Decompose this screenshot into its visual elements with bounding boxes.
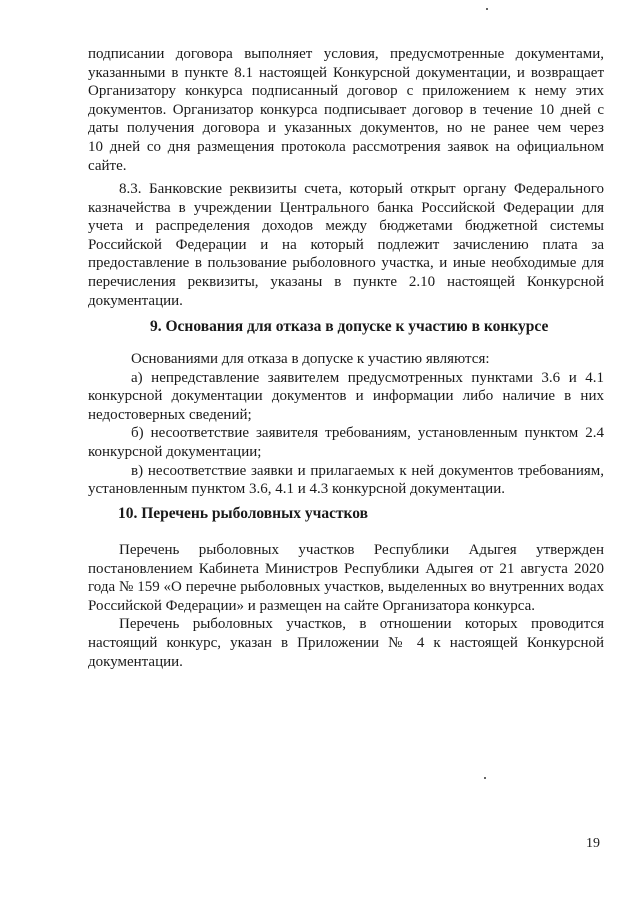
text-line: подписании договора выполняет условия, предусмотренные документами, [88, 46, 604, 62]
text-line: указанными в пункте 8.1 настоящей Конкурсной документации, и возвращает [88, 64, 604, 81]
text-line: даты получения договора и указанных документов, но не ранее чем через [88, 120, 604, 137]
text-line: сайте. [88, 157, 127, 174]
section-10-body [88, 541, 604, 671]
scan-speck [486, 8, 488, 10]
scan-speck [484, 777, 486, 779]
page-number: 19 [586, 836, 600, 851]
text-line: документации. [88, 653, 183, 670]
text-line: перечисления реквизиты, указаны в пункте 2.10 настоящей Конкурсной [88, 273, 604, 290]
section-9-lead: Основаниями для отказа в допуске к участию являются: [131, 351, 490, 367]
text-line: казначейства в учреждении Центрального банка Российской Федерации для [88, 199, 604, 216]
paragraph-8-3 [88, 180, 604, 310]
section-10-heading: 10. Перечень рыболовных участков [118, 505, 369, 522]
text-line: постановлением Кабинета Министров Республики Адыгея от 21 августа 2020 [88, 560, 604, 577]
text-line: 10 дней со дня размещения протокола рассмотрения заявок на официальном [88, 138, 604, 155]
text-line: Российской Федерации и на который подлежит зачислению плата за [88, 236, 604, 253]
intro-paragraph [88, 45, 604, 175]
text-line: документов. Организатор конкурса подписывает договор в течение 10 дней с [88, 101, 604, 118]
text-line: в) несоответствие заявки и прилагаемых к ней документов требованиям, [131, 462, 604, 479]
text-line: Российской Федерации» и размещен на сайте Организатора конкурса. [88, 597, 536, 614]
text-line: Организатору конкурса подписанный договор с приложением к нему этих [88, 83, 604, 100]
text-line: недостоверных сведений; [88, 406, 252, 423]
text-line: б) несоответствие заявителя требованиям, установленным пунктом 2.4 [131, 425, 604, 442]
text-line: конкурсной документации документов и информации либо наличие в них [88, 388, 604, 405]
text-line: документации. [88, 292, 183, 309]
text-line: а) непредставление заявителем предусмотренных пунктами 3.6 и 4.1 [131, 369, 604, 386]
text-line: предоставление в пользование рыболовного участка, и иные необходимые для [88, 255, 604, 272]
section-9-heading: 9. Основания для отказа в допуске к участию в конкурсе [150, 318, 549, 335]
text-line: конкурсной документации; [88, 443, 262, 460]
text-line: 8.3. Банковские реквизиты счета, который открыт органу Федерального [119, 181, 604, 197]
section-9-body [88, 350, 604, 499]
text-line: года № 159 «О перечне рыболовных участков, выделенных во внутренних водах [88, 579, 604, 596]
text-line: настоящий конкурс, указан в Приложении № 4 к настоящей Конкурсной [88, 634, 604, 651]
text-line: Перечень рыболовных участков Республики Адыгея утвержден [119, 542, 604, 558]
text-line: Перечень рыболовных участков, в отношении которых проводится [119, 616, 604, 633]
text-line: установленным пунктом 3.6, 4.1 и 4.3 конкурсной документации. [88, 481, 505, 498]
text-line: учета и распределения доходов между бюджетами бюджетной системы [88, 218, 604, 235]
